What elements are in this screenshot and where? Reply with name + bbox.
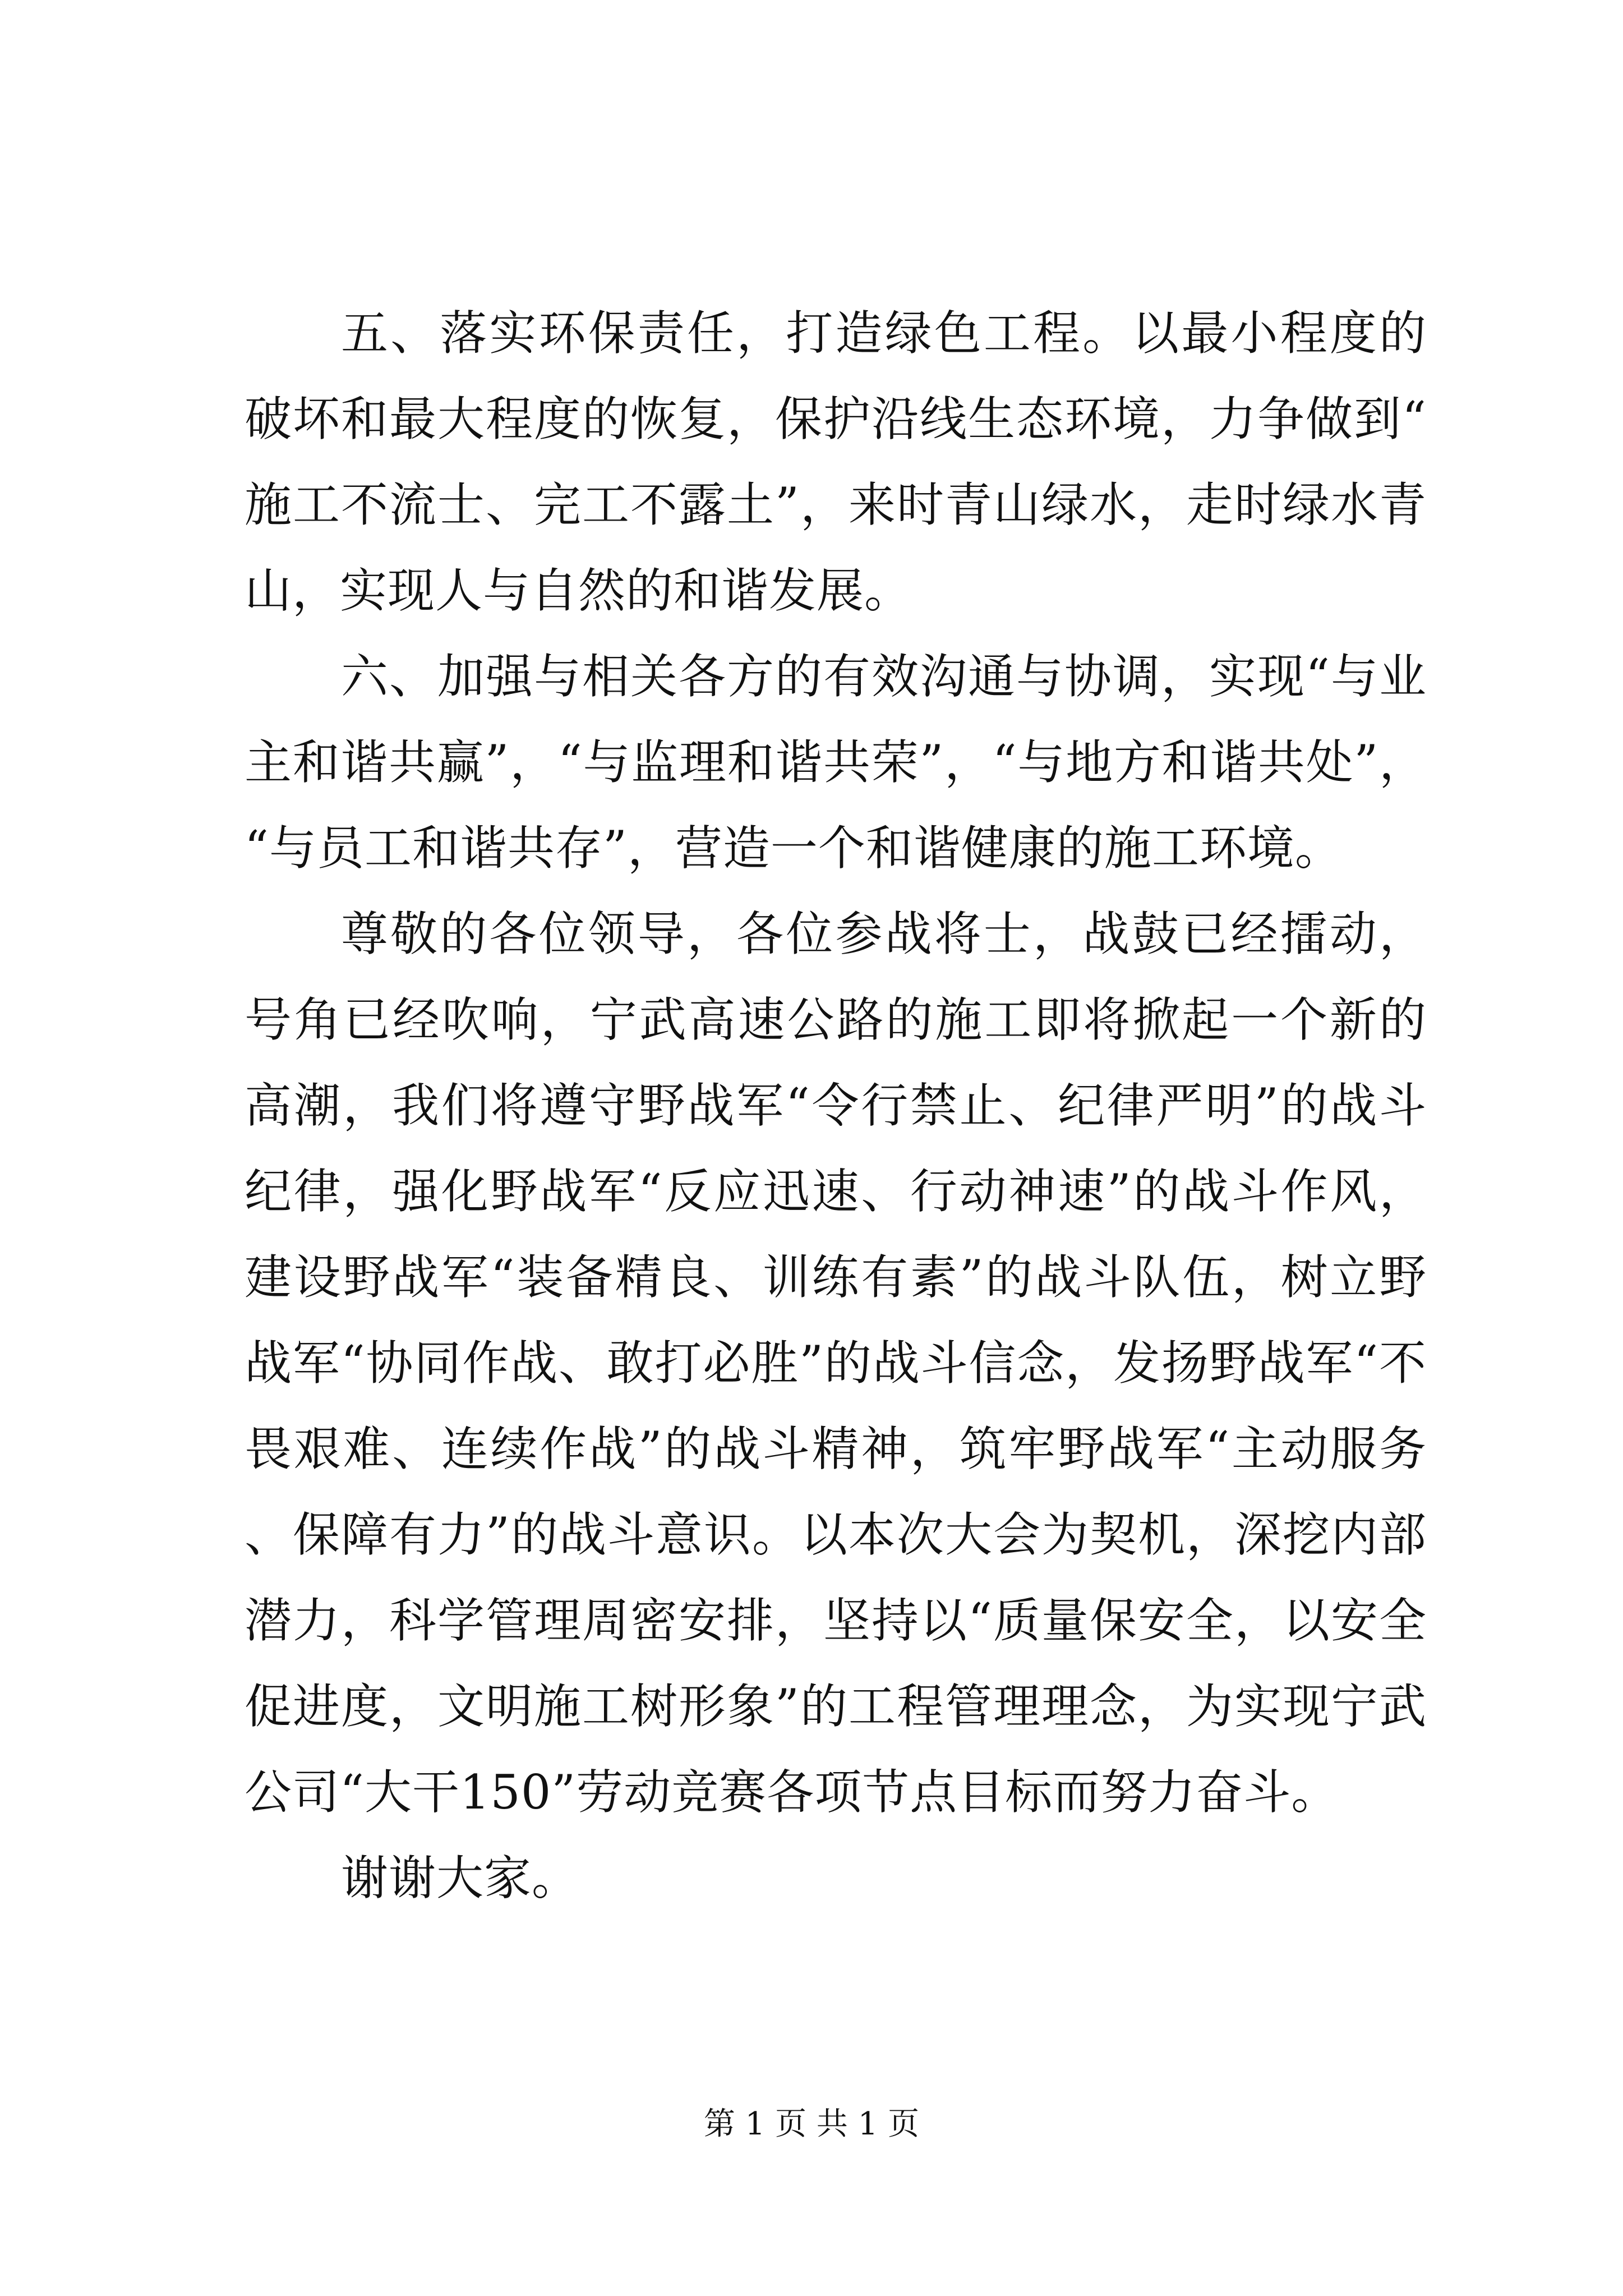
paragraph-environmental-responsibility: 五、落实环保责任，打造绿色工程。以最小程度的破坏和最大程度的恢复，保护沿线生态环境，力争做到“施工不流士、完工不露土”，来时青山绿水，走时绿水青山，实现人与自然的和谐发展。: [245, 306, 1427, 618]
paragraph-thanks: 谢谢大家。: [341, 1851, 580, 1906]
paragraph-closing-pledge: 尊敬的各位领导，各位参战将士，战鼓已经擂动，号角已经吹响，宁武高速公路的施工即将掀起一个新的高潮，我们将遵守野战军“令行禁止、纪律严明”的战斗纪律，强化野战军“反应迅速、行动神速”的战斗作风，建设野战军“装备精良、训练有素”的战斗队伍，树立野战军“协同作战、敢打必胜”的战斗信念，发扬野战军“不畏艰难、连续作战”的战斗精神，筑牢野战军“主动服务、保障有力”的战斗意识。以本次大会为契机，深挖内部潜力，科学管理周密安排，坚持以“质量保安全，以安全促进度，文明施工树形象”的工程管理理念，为实现宁武公司“大干150”劳动竞赛各项节点目标而努力奋斗。: [245, 907, 1427, 1820]
document-body: [245, 291, 1427, 1921]
paragraph-communication-coordination: 六、加强与相关各方的有效沟通与协调，实现“与业主和谐共赢”，“与监理和谐共荣”，“与地方和谐共处”，“与员工和谐共存”，营造一个和谐健康的施工环境。: [245, 649, 1427, 876]
page-number-footer: 第 1 页 共 1 页: [703, 2106, 920, 2142]
